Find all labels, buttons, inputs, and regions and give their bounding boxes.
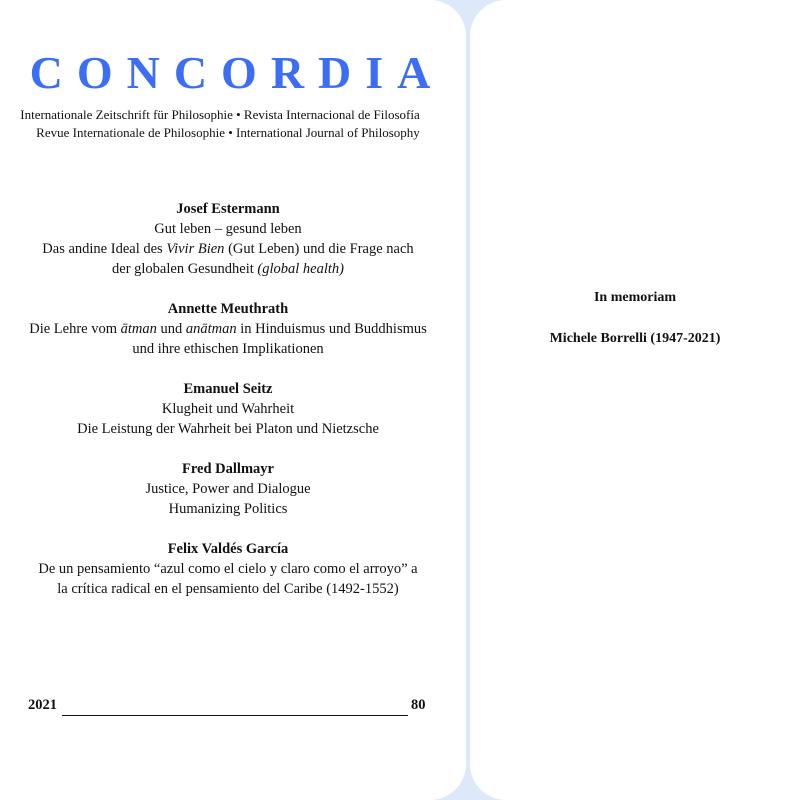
issue-number: 80 — [411, 697, 426, 713]
journal-subtitle-line-2: Revue Internationale de Philosophie • International Journal of Philosophy — [36, 125, 420, 140]
entry-title: Klugheit und Wahrheit — [161, 401, 295, 417]
table-of-contents — [0, 199, 456, 619]
entry-subtitle: Das andine Ideal des Vivir Bien (Gut Leben) und die Frage nach — [42, 241, 414, 257]
toc-entry — [0, 299, 456, 359]
entry-title: De un pensamiento “azul como el cielo y claro como el arroyo” a — [38, 561, 418, 577]
footer-rule — [62, 715, 408, 716]
entry-title-cont: la crítica radical en el pensamiento del Caribe (1492-1552) — [57, 581, 399, 597]
entry-author: Emanuel Seitz — [183, 381, 273, 397]
entry-author: Josef Estermann — [176, 201, 280, 217]
journal-subtitle-line-1: Internationale Zeitschrift für Philosophie • Revista Internacional de Filosofía — [20, 107, 420, 122]
journal-title: CONCORDIA — [29, 47, 445, 98]
entry-subtitle-cont: der globalen Gesundheit (global health) — [112, 261, 344, 277]
entry-subtitle: Humanizing Politics — [168, 501, 288, 517]
entry-title: Justice, Power and Dialogue — [145, 481, 311, 497]
right-page — [470, 0, 800, 800]
entry-author: Annette Meuthrath — [167, 301, 289, 317]
toc-entry — [0, 459, 456, 519]
entry-title: Die Lehre vom ātman und anātman in Hinduismus und Buddhismus — [29, 321, 427, 337]
entry-author: Felix Valdés García — [167, 541, 289, 557]
issue-year: 2021 — [28, 697, 57, 713]
entry-title: Gut leben – gesund leben — [154, 221, 302, 237]
entry-title-cont: und ihre ethischen Implikationen — [132, 341, 324, 357]
toc-entry — [0, 199, 456, 279]
memoriam-name: Michele Borrelli (1947-2021) — [549, 331, 721, 346]
memoriam-label: In memoriam — [593, 290, 677, 305]
toc-entry — [0, 539, 456, 599]
entry-author: Fred Dallmayr — [182, 461, 274, 477]
entry-subtitle: Die Leistung der Wahrheit bei Platon und Nietzsche — [77, 421, 379, 437]
toc-entry — [0, 379, 456, 439]
